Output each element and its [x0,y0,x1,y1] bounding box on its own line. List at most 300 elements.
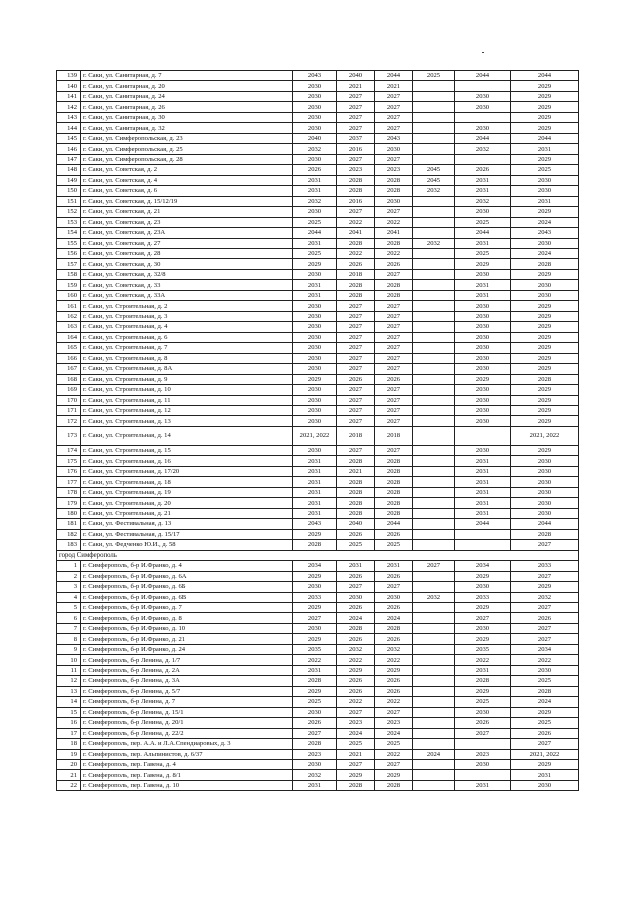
year-6-cell: 2027 [511,602,579,612]
year-1-cell: 2031 [293,665,337,675]
year-4-cell [413,217,455,227]
year-3-cell: 2027 [375,154,413,164]
year-2-cell: 2018 [337,426,375,445]
year-2-cell: 2027 [337,343,375,353]
year-6-cell: 2029 [511,207,579,217]
row-number-cell: 167 [57,364,81,374]
row-number-cell: 146 [57,144,81,154]
year-2-cell: 2026 [337,374,375,384]
year-5-cell: 2030 [455,364,511,374]
row-number-cell: 22 [57,780,81,790]
table-row [57,228,579,238]
year-5-cell: 2029 [455,374,511,384]
row-number-cell: 18 [57,739,81,749]
address-cell: г. Саки, ул. Строительная, д. 9 [81,374,293,384]
address-cell: г. Саки, ул. Строительная, д. 8 [81,353,293,363]
year-4-cell [413,280,455,290]
year-3-cell: 2024 [375,613,413,623]
year-6-cell: 2029 [511,123,579,133]
year-4-cell [413,123,455,133]
year-2-cell: 2016 [337,144,375,154]
year-1-cell: 2030 [293,395,337,405]
address-cell: г. Саки, ул. Санитарная, д. 32 [81,123,293,133]
year-5-cell: 2030 [455,102,511,112]
year-5-cell [455,540,511,550]
year-3-cell: 2030 [375,144,413,154]
row-number-cell: 147 [57,154,81,164]
year-2-cell: 2024 [337,613,375,623]
year-4-cell [413,718,455,728]
year-5-cell: 2044 [455,228,511,238]
year-3-cell: 2027 [375,353,413,363]
year-4-cell [413,196,455,206]
year-5-cell: 2029 [455,602,511,612]
year-1-cell: 2031 [293,487,337,497]
table-body [57,71,579,791]
row-number-cell: 10 [57,655,81,665]
year-2-cell: 2028 [337,280,375,290]
year-4-cell [413,426,455,445]
table-row [57,311,579,321]
year-1-cell: 2032 [293,144,337,154]
row-number-cell: 149 [57,175,81,185]
address-cell: г. Саки, ул. Фестивальная, д. 15/17 [81,529,293,539]
year-2-cell: 2028 [337,508,375,518]
address-cell: г. Саки, ул. Строительная, д. 6 [81,332,293,342]
table-row [57,374,579,384]
year-2-cell: 2029 [337,770,375,780]
row-number-cell: 162 [57,311,81,321]
address-cell: г. Саки, ул. Строительная, д. 15 [81,445,293,455]
year-4-cell: 2032 [413,238,455,248]
row-number-cell: 172 [57,416,81,426]
year-3-cell: 2026 [375,259,413,269]
year-6-cell: 2022 [511,655,579,665]
row-number-cell: 177 [57,477,81,487]
year-2-cell: 2027 [337,395,375,405]
address-cell: г. Саки, ул. Строительная, д. 7 [81,343,293,353]
year-6-cell: 2030 [511,290,579,300]
year-1-cell: 2025 [293,248,337,258]
year-6-cell: 2031 [511,770,579,780]
address-cell: г. Саки, ул. Санитарная, д. 24 [81,91,293,101]
year-3-cell: 2031 [375,561,413,571]
address-cell: г. Саки, ул. Строительная, д. 13 [81,416,293,426]
table-row [57,207,579,217]
year-5-cell: 2031 [455,175,511,185]
year-4-cell [413,540,455,550]
row-number-cell: 180 [57,508,81,518]
table-row [57,728,579,738]
year-5-cell: 2030 [455,623,511,633]
row-number-cell: 170 [57,395,81,405]
table-row [57,466,579,476]
year-2-cell: 2027 [337,760,375,770]
row-number-cell: 155 [57,238,81,248]
year-1-cell: 2031 [293,477,337,487]
year-4-cell [413,154,455,164]
row-number-cell: 154 [57,228,81,238]
year-1-cell: 2028 [293,540,337,550]
row-number-cell: 5 [57,602,81,612]
table-row [57,144,579,154]
year-6-cell: 2029 [511,343,579,353]
year-5-cell: 2044 [455,519,511,529]
address-cell: г. Саки, ул. Строительная, д. 18 [81,477,293,487]
year-5-cell: 2030 [455,353,511,363]
year-1-cell: 2031 [293,238,337,248]
year-2-cell: 2021 [337,749,375,759]
year-6-cell: 2028 [511,529,579,539]
year-3-cell: 2044 [375,519,413,529]
year-3-cell: 2027 [375,91,413,101]
year-1-cell: 2030 [293,406,337,416]
year-6-cell: 2030 [511,280,579,290]
year-2-cell: 2028 [337,175,375,185]
year-2-cell: 2029 [337,665,375,675]
address-cell: г. Саки, ул. Строительная, д. 20 [81,498,293,508]
year-1-cell: 2030 [293,332,337,342]
year-5-cell [455,81,511,91]
table-row [57,487,579,497]
address-cell: г. Симферополь, пер. А.А. и Л.А.Спендиаровых, д. 3 [81,739,293,749]
year-2-cell: 2026 [337,634,375,644]
year-4-cell [413,508,455,518]
year-5-cell: 2030 [455,343,511,353]
row-number-cell: 144 [57,123,81,133]
address-cell: г. Саки, ул. Фестивальная, д. 13 [81,519,293,529]
address-cell: г. Симферополь, б-р Ленина, д. 1/7 [81,655,293,665]
address-cell: г. Саки, ул. Советская, д. 28 [81,248,293,258]
table-row [57,269,579,279]
year-2-cell: 2028 [337,477,375,487]
year-4-cell [413,81,455,91]
year-3-cell: 2028 [375,508,413,518]
year-4-cell [413,728,455,738]
table-row [57,676,579,686]
year-5-cell: 2031 [455,665,511,675]
year-1-cell: 2027 [293,613,337,623]
year-1-cell: 2027 [293,728,337,738]
year-2-cell: 2026 [337,529,375,539]
address-cell: г. Симферополь, б-р И.Франко, д. 24 [81,644,293,654]
table-row [57,760,579,770]
year-5-cell: 2030 [455,445,511,455]
year-2-cell: 2027 [337,322,375,332]
year-4-cell [413,374,455,384]
row-number-cell: 153 [57,217,81,227]
year-3-cell: 2022 [375,655,413,665]
year-1-cell: 2030 [293,269,337,279]
year-2-cell: 2027 [337,416,375,426]
schedule-table [56,70,579,791]
year-4-cell [413,416,455,426]
year-6-cell: 2024 [511,217,579,227]
row-number-cell: 141 [57,91,81,101]
year-2-cell: 2026 [337,602,375,612]
year-2-cell: 2025 [337,739,375,749]
table-row [57,477,579,487]
year-4-cell [413,290,455,300]
year-2-cell: 2028 [337,186,375,196]
year-6-cell: 2030 [511,466,579,476]
row-number-cell: 176 [57,466,81,476]
address-cell: г. Саки, ул. Федченко Ю.И., д. 58 [81,540,293,550]
table-row [57,91,579,101]
row-number-cell: 179 [57,498,81,508]
year-6-cell: 2043 [511,228,579,238]
row-number-cell: 7 [57,623,81,633]
year-6-cell: 2021, 2022 [511,749,579,759]
year-4-cell: 2024 [413,749,455,759]
address-cell: г. Саки, ул. Строительная, д. 21 [81,508,293,518]
year-3-cell: 2027 [375,301,413,311]
year-2-cell: 2026 [337,686,375,696]
row-number-cell: 139 [57,71,81,81]
year-6-cell: 2025 [511,676,579,686]
address-cell: г. Саки, ул. Советская, д. 33А [81,290,293,300]
table-row [57,697,579,707]
year-3-cell: 2026 [375,686,413,696]
table-row [57,602,579,612]
year-3-cell: 2029 [375,665,413,675]
year-3-cell: 2027 [375,311,413,321]
year-4-cell [413,343,455,353]
row-number-cell: 169 [57,385,81,395]
year-3-cell: 2044 [375,71,413,81]
address-cell: г. Саки, ул. Строительная, д. 11 [81,395,293,405]
year-2-cell: 2027 [337,353,375,363]
table-row [57,217,579,227]
table-row [57,613,579,623]
year-4-cell [413,780,455,790]
year-3-cell: 2023 [375,718,413,728]
year-3-cell: 2027 [375,406,413,416]
year-1-cell: 2030 [293,301,337,311]
year-1-cell: 2021, 2022 [293,426,337,445]
year-6-cell: 2030 [511,508,579,518]
year-1-cell: 2030 [293,385,337,395]
row-number-cell: 166 [57,353,81,363]
table-row [57,301,579,311]
year-4-cell: 2045 [413,165,455,175]
address-cell: г. Саки, ул. Советская, д. 23А [81,228,293,238]
year-5-cell: 2026 [455,718,511,728]
year-4-cell [413,519,455,529]
table-row [57,770,579,780]
year-4-cell: 2045 [413,175,455,185]
table-row [57,707,579,717]
year-5-cell: 2030 [455,123,511,133]
table-row [57,71,579,81]
year-3-cell: 2027 [375,112,413,122]
address-cell: г. Саки, ул. Строительная, д. 19 [81,487,293,497]
row-number-cell: 11 [57,665,81,675]
year-1-cell: 2043 [293,71,337,81]
year-5-cell: 2029 [455,686,511,696]
year-1-cell: 2030 [293,81,337,91]
table-row [57,238,579,248]
year-5-cell: 2030 [455,395,511,405]
year-3-cell: 2030 [375,196,413,206]
row-number-cell: 15 [57,707,81,717]
year-5-cell: 2032 [455,144,511,154]
address-cell: г. Симферополь, б-р И.Франко, д. 6В [81,592,293,602]
year-6-cell: 2024 [511,248,579,258]
year-6-cell: 2030 [511,498,579,508]
year-3-cell: 2027 [375,416,413,426]
year-4-cell [413,760,455,770]
year-2-cell: 2027 [337,91,375,101]
year-6-cell: 2026 [511,728,579,738]
address-cell: г. Симферополь, б-р Ленина, д. 2А [81,665,293,675]
row-number-cell: 19 [57,749,81,759]
table-row [57,582,579,592]
year-3-cell: 2018 [375,426,413,445]
year-2-cell: 2027 [337,112,375,122]
year-3-cell: 2026 [375,374,413,384]
address-cell: г. Саки, ул. Строительная, д. 17/20 [81,466,293,476]
year-6-cell: 2030 [511,665,579,675]
year-5-cell: 2031 [455,238,511,248]
address-cell: г. Саки, ул. Санитарная, д. 7 [81,71,293,81]
year-5-cell: 2030 [455,760,511,770]
year-4-cell [413,529,455,539]
year-2-cell: 2041 [337,228,375,238]
year-6-cell: 2027 [511,634,579,644]
table-row [57,364,579,374]
year-1-cell: 2031 [293,175,337,185]
year-1-cell: 2030 [293,102,337,112]
year-1-cell: 2032 [293,770,337,780]
year-3-cell: 2022 [375,697,413,707]
year-1-cell: 2031 [293,466,337,476]
table-row [57,519,579,529]
year-6-cell: 2044 [511,71,579,81]
address-cell: г. Симферополь, б-р И.Франко, д. 6А [81,571,293,581]
year-4-cell [413,477,455,487]
row-number-cell: 20 [57,760,81,770]
year-6-cell: 2029 [511,332,579,342]
year-6-cell: 2029 [511,364,579,374]
table-row [57,290,579,300]
address-cell: г. Саки, ул. Строительная, д. 10 [81,385,293,395]
year-3-cell: 2022 [375,749,413,759]
year-5-cell: 2030 [455,582,511,592]
year-5-cell: 2030 [455,332,511,342]
year-2-cell: 2030 [337,592,375,602]
year-1-cell: 2030 [293,311,337,321]
address-cell: г. Саки, ул. Симферопольская, д. 25 [81,144,293,154]
year-6-cell: 2028 [511,374,579,384]
table-row [57,561,579,571]
address-cell: г. Симферополь, пер. Гавена, д. 10 [81,780,293,790]
year-3-cell: 2027 [375,707,413,717]
year-5-cell: 2031 [455,780,511,790]
year-2-cell: 2024 [337,728,375,738]
row-number-cell: 6 [57,613,81,623]
year-2-cell: 2026 [337,571,375,581]
address-cell: г. Симферополь, б-р Ленина, д. 7 [81,697,293,707]
year-2-cell: 2027 [337,445,375,455]
table-row [57,343,579,353]
year-3-cell: 2024 [375,728,413,738]
year-5-cell: 2034 [455,561,511,571]
year-5-cell: 2030 [455,207,511,217]
year-5-cell: 2033 [455,592,511,602]
year-5-cell: 2030 [455,707,511,717]
table-row [57,322,579,332]
table-row [57,123,579,133]
year-6-cell: 2034 [511,644,579,654]
year-2-cell: 2027 [337,123,375,133]
year-2-cell: 2028 [337,623,375,633]
year-2-cell: 2028 [337,498,375,508]
row-number-cell: 14 [57,697,81,707]
year-4-cell [413,269,455,279]
row-number-cell: 156 [57,248,81,258]
year-5-cell: 2030 [455,322,511,332]
row-number-cell: 2 [57,571,81,581]
address-cell: г. Симферополь, пер. Гавена, д. 8/1 [81,770,293,780]
year-3-cell: 2028 [375,498,413,508]
address-cell: г. Симферополь, б-р И.Франко, д. 21 [81,634,293,644]
year-5-cell: 2022 [455,655,511,665]
year-4-cell [413,311,455,321]
table-row [57,592,579,602]
year-1-cell: 2030 [293,207,337,217]
year-6-cell: 2032 [511,592,579,602]
year-5-cell: 2027 [455,728,511,738]
year-6-cell: 2044 [511,133,579,143]
year-3-cell: 2027 [375,395,413,405]
year-1-cell: 2026 [293,718,337,728]
year-4-cell [413,655,455,665]
year-6-cell: 2029 [511,311,579,321]
year-6-cell: 2029 [511,112,579,122]
year-1-cell: 2031 [293,290,337,300]
year-4-cell [413,466,455,476]
table-row [57,634,579,644]
address-cell: г. Саки, ул. Строительная, д. 12 [81,406,293,416]
table-row [57,165,579,175]
year-1-cell: 2029 [293,634,337,644]
year-2-cell: 2021 [337,81,375,91]
year-3-cell: 2029 [375,770,413,780]
year-2-cell: 2040 [337,71,375,81]
year-5-cell: 2028 [455,676,511,686]
year-3-cell: 2021 [375,81,413,91]
year-2-cell: 2025 [337,540,375,550]
year-4-cell: 2027 [413,561,455,571]
address-cell: г. Саки, ул. Симферопольская, д. 23 [81,133,293,143]
row-number-cell: 145 [57,133,81,143]
year-5-cell: 2030 [455,385,511,395]
table-row [57,175,579,185]
year-5-cell: 2030 [455,416,511,426]
year-1-cell: 2030 [293,322,337,332]
year-1-cell: 2040 [293,133,337,143]
address-cell: г. Саки, ул. Строительная, д. 2 [81,301,293,311]
year-1-cell: 2032 [293,196,337,206]
address-cell: г. Симферополь, пер. Альпинистов, д. 6/37 [81,749,293,759]
year-5-cell: 2025 [455,217,511,227]
year-2-cell: 2027 [337,364,375,374]
year-1-cell: 2030 [293,91,337,101]
year-3-cell: 2026 [375,529,413,539]
year-6-cell: 2029 [511,353,579,363]
year-3-cell: 2025 [375,739,413,749]
